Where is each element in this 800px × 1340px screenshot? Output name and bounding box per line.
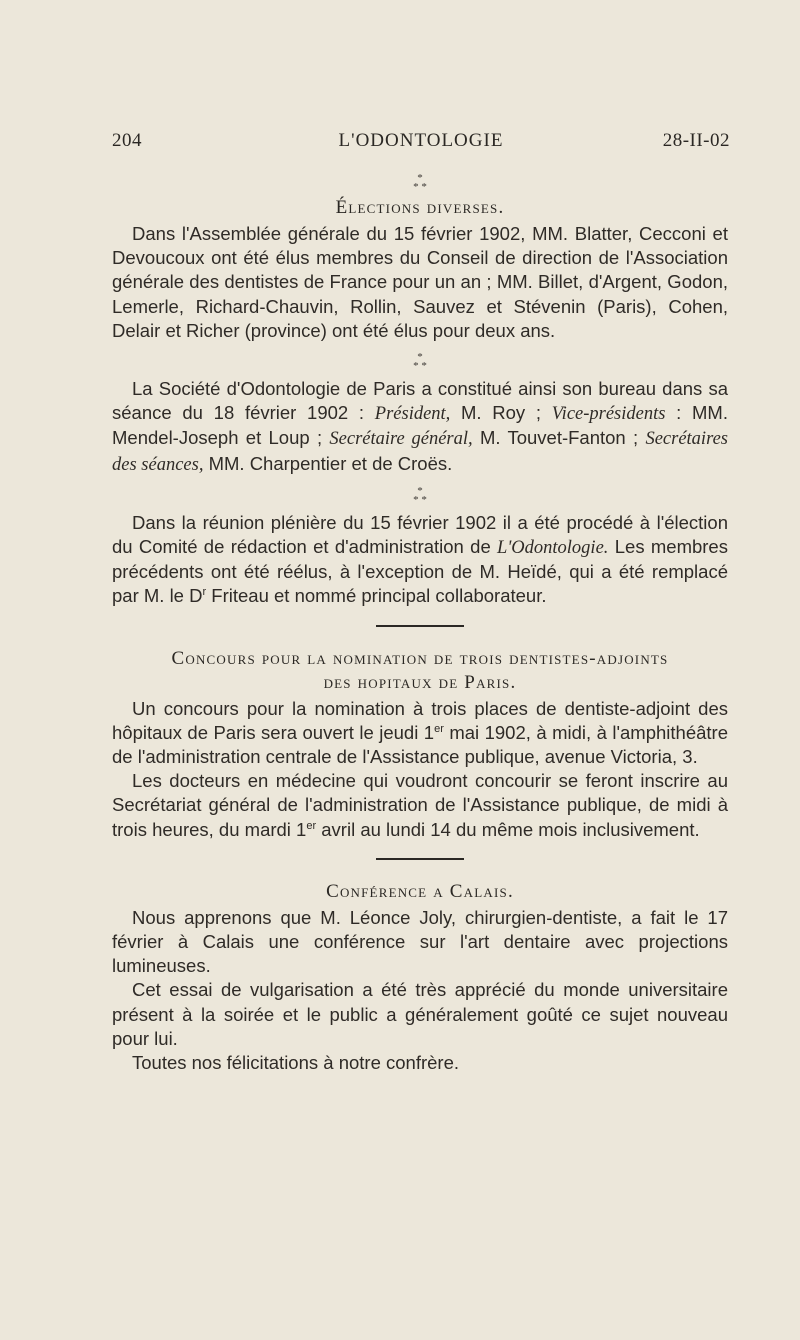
- paragraph-conference-vulgarisation: Cet essai de vulgarisation a été très apprécié du monde universitaire présent à la soirée et le public a généralement goûté ce sujet nouveau pour lui.: [112, 979, 728, 1049]
- page-number: 204: [112, 130, 142, 151]
- section-heading-elections: Élections diverses.: [335, 197, 505, 218]
- journal-title: L'ODONTOLOGIE: [338, 130, 504, 151]
- asterism-ornament: * * *: [413, 172, 427, 193]
- paragraph-concours-inscription: Les docteurs en médecine qui voudront concourir se feront inscrire au Secrétariat général de l'administration de l'Assistance publique, de midi à trois heures, du mardi 1er avril au lundi 14 du même mois inclusivement.: [112, 770, 728, 840]
- paragraph-felicitations: Toutes nos félicitations à notre confrère.: [132, 1052, 460, 1074]
- issue-date: 28-II-02: [662, 130, 730, 151]
- asterism-ornament: * * *: [413, 484, 427, 506]
- paragraph-societe-bureau: La Société d'Odontologie de Paris a constitué ainsi son bureau dans sa séance du 18 février 1902 : Président, M. Roy ; Vice-présidents : MM. Mendel-Joseph et Loup ; Secrétaire général, M. Touvet-Fanton ; Secrétaires des séances, MM. Charpentier et de Croës.: [112, 378, 728, 475]
- running-header: [112, 130, 730, 156]
- paragraph-concours-date: Un concours pour la nomination à trois places de dentiste-adjoint des hôpitaux de Paris sera ouvert le jeudi 1er mai 1902, à midi, à l'amphithéâtre de l'administration centrale de l'Assistance publique, avenue Victoria, 3.: [112, 697, 728, 768]
- page-body: [112, 174, 728, 1075]
- paragraph-conference-joly: Nous apprenons que M. Léonce Joly, chirurgien-dentiste, a fait le 17 février à Calais une conférence sur l'art dentaire avec projections lumineuses.: [112, 906, 728, 977]
- section-heading-concours: Concours pour la nomination de trois dentistes-adjoints des hopitaux de Paris.: [171, 647, 669, 693]
- paragraph-comite-redaction: Dans la réunion plénière du 15 février 1902 il a été procédé à l'élection du Comité de rédaction et d'administration de L'Odontologie. Les membres précédents ont été réélus, à l'exception de M. Heïdé, qui a été remplacé par M. le $D^r$ Friteau et nommé principal collaborateur.: [112, 511, 728, 607]
- section-heading-conference: Conférence a Calais.: [326, 880, 514, 902]
- asterism-ornament: * * *: [413, 351, 427, 373]
- paragraph-elections: Dans l'Assemblée générale du 15 février 1902, MM. Blatter, Cecconi et Devoucoux ont été élus membres du Conseil de direction de l'Association générale des dentistes de France pour un an ; MM. Billet, d'Argent, Godon, Lemerle, Richard-Chauvin, Rollin, Sauvez et Stévenin (Paris), Cohen, Delair et Richer (province) ont été élus pour deux ans.: [112, 223, 728, 341]
